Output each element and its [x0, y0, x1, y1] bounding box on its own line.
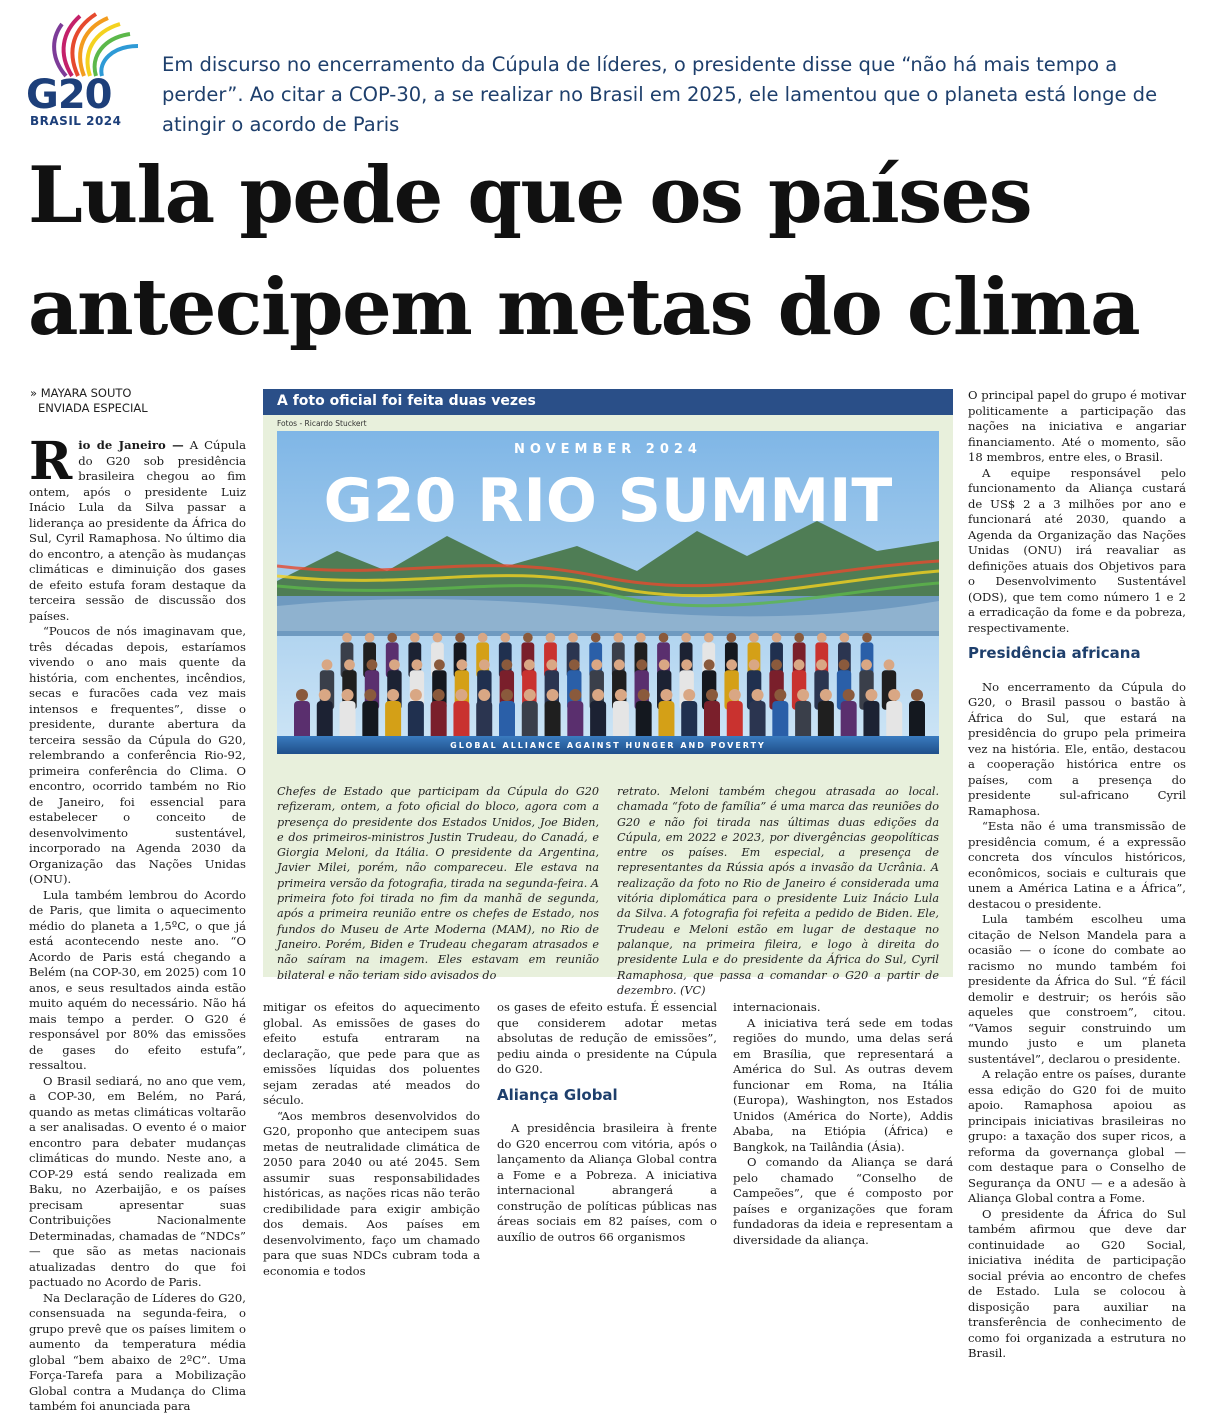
person-head — [681, 633, 691, 643]
person-head — [410, 689, 422, 701]
person-head — [478, 689, 490, 701]
person-head — [843, 689, 855, 701]
person-head — [752, 689, 764, 701]
person-head — [433, 633, 443, 643]
paragraph: Na Declaração de Líderes do G20, consensuada na segunda-feira, o grupo prevê que os países limitem o aumento da temperatura média global “bem abaixo de 2ºC”. Uma Força-Tarefa para a Mobilização Global contra a Mudança do Clima também foi anunciada para — [29, 1290, 246, 1413]
paragraph: A iniciativa terá sede em todas regiões do mundo, uma delas será em Brasília, que representará a América do Sul. As outras devem funcionar em Roma, na Itália (Europa), Washington, nos Estados Unidos (América do Norte), Addis Ababa, na Etiópia (África) e Bangkok, na Tailândia (Ásia). — [733, 1015, 953, 1154]
g20-brasil-logo — [26, 10, 142, 126]
person-head — [319, 689, 331, 701]
person-head — [683, 689, 695, 701]
person-head — [659, 659, 670, 670]
person-head — [727, 633, 737, 643]
person-head — [546, 659, 557, 670]
person-head — [568, 633, 578, 643]
person-head — [911, 689, 923, 701]
paragraph: Lula também escolheu uma citação de Nelson Mandela para a ocasião — o ícone do combate ao racismo no mundo também foi presidente da África do Sul. “É fácil demolir e destruir; os heróis são aqueles que constroem”, citou. “Vamos seguir construindo um mundo justo e um planeta sustentável”, declarou o presidente. — [968, 912, 1186, 1066]
person-head — [410, 633, 420, 643]
person-head — [387, 633, 397, 643]
person-head — [884, 659, 895, 670]
person-head — [865, 689, 877, 701]
person-head — [455, 689, 467, 701]
person-head — [794, 633, 804, 643]
logo-brasil-text: BRASIL 2024 — [30, 114, 122, 128]
person-head — [817, 633, 827, 643]
person-head — [479, 659, 490, 670]
person-head — [729, 689, 741, 701]
column-5 — [968, 388, 1186, 1362]
g20-family-photo — [277, 431, 939, 754]
paragraph: A presidência brasileira à frente do G20 encerrou com vitória, após o lançamento da Aliança Global contra a Fome e a Pobreza. A iniciativa internacional abrangerá a construção de políticas públicas nas áreas sociais em 82 países, com o auxílio de outros 66 organismos — [497, 1121, 717, 1244]
person-head — [591, 633, 601, 643]
person-head — [614, 633, 624, 643]
person-head — [501, 659, 512, 670]
person-head — [344, 659, 355, 670]
person-head — [862, 633, 872, 643]
person-head — [840, 633, 850, 643]
photo-box — [263, 389, 953, 997]
paragraph: “Aos membros desenvolvidos do G20, proponho que antecipem suas metas de neutralidade climática de 2050 para 2040 ou até 2045. Sem assumir suas responsabilidades históricas, as nações ricas não terão credibilidade para exigir ambição dos demais. Aos países em desenvolvimento, faço um chamado para que suas NDCs cubram toda a economia e todos — [263, 1108, 480, 1278]
paragraph: Lula também lembrou do Acordo de Paris, que limita o aquecimento médio do planeta a 1,5ºC, o que já está acontecendo neste ano. “O Acordo de Paris está chegando a Belém (na COP-30, em 2025) com 10 anos, e seus resultados ainda estão muito aquém do necessário. Não há mais tempo a perder. O G20 é responsável por 80% das emissões de gases do efeito estufa”, ressaltou. — [29, 887, 246, 1072]
column-4 — [733, 1000, 953, 1248]
person-head — [591, 659, 602, 670]
person-head — [524, 689, 536, 701]
paragraph: O principal papel do grupo é motivar politicamente a participação das nações na iniciativa e angariar financiamento. Até o momento, são 18 membros, entre eles, o Brasil. — [968, 388, 1186, 464]
person-head — [322, 659, 333, 670]
person-head — [636, 659, 647, 670]
paragraph: internacionais. — [733, 1000, 821, 1014]
person-head — [726, 659, 737, 670]
person-head — [387, 689, 399, 701]
person-head — [660, 689, 672, 701]
person-head — [659, 633, 669, 643]
paragraph: A relação entre os países, durante essa edição do G20 foi de muito apoio. Ramaphosa apoiou as principais iniciativas brasileiras no grupo: a taxação dos super ricos, a reforma da governança global — com destaque para o Conselho de Segurança da ONU — e a adesão à Aliança Global contra a Fome. — [968, 1067, 1186, 1205]
person-head — [456, 659, 467, 670]
subhead-alianca-global: Aliança Global — [497, 1085, 618, 1104]
photo-caption-right: retrato. Meloni também chegou atrasada ao local. chamada “foto de família” é uma marca das reuniões do G20 e não foi tirada nas últimas duas edições da Cúpula, em 2022 e 2023, por divergências geopolíticas entre os países. Em especial, a presença de representantes da Rússia após a invasão da Ucrânia. A realização da foto no Rio de Janeiro é considerada uma vitória diplomática para o presidente Luiz Inácio Lula da Silva. A fotografia foi refeita a pedido de Biden. Ele, Trudeau e Meloni estão em lugar de destaque no palanque, na primeira fileira, e logo à direita do presidente Lula e do presidente da África do Sul, Cyril Ramaphosa, que passa a comandar o G20 a partir de dezembro. (VC) — [617, 785, 939, 997]
person-head — [772, 633, 782, 643]
person-head — [681, 659, 692, 670]
paragraph: mitigar os efeitos do aquecimento global. As emissões de gases do efeito estufa entraram na declaração, que pede para que as emissões líquidas dos poluentes sejam zeradas até meados do século. — [263, 1000, 480, 1107]
lead-text: A Cúpula do G20 sob presidência brasileira chegou ao fim ontem, após o presidente Luiz Inácio Lula da Silva passar a liderança ao presidente da África do Sul, Cyril Ramaphosa. No último dia do encontro, a atenção às mudanças climáticas e diminuição dos gases de efeito estufa foram destaque da terceira sessão de discussão dos países. — [29, 438, 247, 623]
photo-credit: Fotos - Ricardo Stuckert — [277, 419, 367, 428]
person-head — [706, 689, 718, 701]
person-head — [547, 689, 559, 701]
person-head — [771, 659, 782, 670]
person-head — [342, 689, 354, 701]
person-head — [749, 633, 759, 643]
byline-role: ENVIADA ESPECIAL — [38, 401, 148, 415]
photo-banner-main: G20 RIO SUMMIT — [323, 466, 893, 536]
byline — [30, 386, 148, 416]
person-head — [455, 633, 465, 643]
person-head — [478, 633, 488, 643]
paragraph: O Brasil sediará, no ano que vem, a COP-30, em Belém, no Pará, quando as metas climáticas voltarão a ser analisadas. O evento é o maior encontro para debater mudanças climáticas do mundo. Neste ano, a COP-29 está sendo realizada em Baku, no Azerbaijão, e os países precisam apresentar suas Contribuições Nacionalmente Determinadas, chamadas de “NDCs” — que são as metas nacionais atualizadas dentro do que foi pactuado no Acordo de Paris. — [29, 1073, 246, 1289]
logo-ribbons-icon — [26, 10, 142, 80]
person-head — [816, 659, 827, 670]
article-deck: Em discurso no encerramento da Cúpula de líderes, o presidente disse que “não há mais tempo a perder”. Ao citar a COP-30, a se realizar no Brasil em 2025, ele lamentou que o planeta está longe de atingir o acordo de Paris — [162, 53, 1158, 136]
person-head — [614, 659, 625, 670]
person-head — [365, 633, 375, 643]
person-head — [839, 659, 850, 670]
person-head — [546, 633, 556, 643]
person-head — [774, 689, 786, 701]
person-head — [820, 689, 832, 701]
photo-banner-top: NOVEMBER 2024 — [514, 442, 702, 457]
person-head — [523, 633, 533, 643]
person-head — [749, 659, 760, 670]
logo-g20-text: G20 — [26, 72, 112, 118]
person-head — [638, 689, 650, 701]
person-head — [569, 659, 580, 670]
person-head — [342, 633, 352, 643]
person-head — [569, 689, 581, 701]
subhead-presidencia-africana: Presidência africana — [968, 644, 1141, 662]
person-head — [389, 659, 400, 670]
person-head — [434, 659, 445, 670]
person-head — [433, 689, 445, 701]
person-head — [524, 659, 535, 670]
person-head — [367, 659, 378, 670]
photo-box-title-bar — [263, 389, 953, 415]
person-head — [704, 659, 715, 670]
person-head — [592, 689, 604, 701]
photo-illustration — [277, 431, 939, 754]
paragraph: “Poucos de nós imaginavam que, três décadas depois, estaríamos vivendo o ano mais quente da história, com enchentes, incêndios, secas e furacões cada vez mais intensos e frequentes”, disse o presidente, durante abertura da terceira sessão da Cúpula do G20, relembrando a conferência Rio-92, primeira conferência do Clima. O encontro, ocorrido também no Rio de Janeiro, foi essencial para estabelecer o conceito de desenvolvimento sustentável, incorporado na Agenda 2030 da Organização das Nações Unidas (ONU). — [29, 624, 246, 886]
paragraph: No encerramento da Cúpula do G20, o Brasil passou o bastão à África do Sul, que estará na presidência do grupo pela primeira vez na história. Ele, então, destacou a cooperação histórica entre os países, com a presença do presidente sul-africano Cyril Ramaphosa. — [968, 679, 1186, 818]
photo-banner-bottom: GLOBAL ALLIANCE AGAINST HUNGER AND POVERTY — [450, 741, 766, 750]
photo-caption-left: Chefes de Estado que participam da Cúpula do G20 refizeram, ontem, a foto oficial do bloco, agora com a presença do presidente dos Estados Unidos, Joe Biden, e dos primeiros-ministros Justin Trudeau, do Canadá, e Giorgia Meloni, da Itália. O presidente da Argentina, Javier Milei, porém, não compareceu. Ele estava na primeira versão da fotografia, tirada na segunda-feira. A primeira foto foi tirada no fim da manhã de segunda, após a primeira reunião entre os chefes de Estado, nos fundos do Museu de Arte Moderna (MAM), no Rio de Janeiro. Porém, Biden e Trudeau chegaram atrasados e não saíram na imagem. Eles estavam em reunião bilateral e não teriam sido avisados do — [277, 785, 599, 982]
person-head — [794, 659, 805, 670]
column-2 — [263, 1000, 480, 1279]
person-head — [797, 689, 809, 701]
paragraph: O comando da Aliança se dará pelo chamado “Conselho de Campeões”, que é composto por países e organizações que foram fundadoras da ideia e representam a diversidade da aliança. — [733, 1155, 953, 1247]
byline-author: » MAYARA SOUTO — [30, 386, 132, 400]
dateline: Rio de Janeiro — — [29, 431, 184, 492]
paragraph: A equipe responsável pelo funcionamento da Aliança custará de US$ 2 a 3 milhões por ano e funcionará até 2030, quando a Agenda da Organização das Nações Unidas (ONU) irá reavaliar as definições atuais dos Objetivos para o Desenvolvimento Sustentável (ODS), que tem como número 1 e 2 a erradicação da fome e da pobreza, respectivamente. — [968, 465, 1186, 635]
person-head — [615, 689, 627, 701]
person-head — [704, 633, 714, 643]
lead-paragraph — [29, 431, 247, 624]
person-head — [364, 689, 376, 701]
paragraph: O presidente da África do Sul também afirmou que deve dar continuidade ao G20 Social, iniciativa inédita de participação social prévia ao encontro de chefes de Estado. Lula se colocou à disposição para auxiliar na transferência de conhecimento de como foi organizada a estrutura no Brasil. — [968, 1206, 1186, 1360]
person-head — [861, 659, 872, 670]
person-head — [500, 633, 510, 643]
person-head — [296, 689, 308, 701]
person-head — [501, 689, 513, 701]
photo-box-title: A foto oficial foi feita duas vezes — [277, 393, 536, 409]
paragraph: os gases de efeito estufa. É essencial que considerem adotar metas absolutas de redução de emissões”, pediu ainda o presidente na Cúpula do G20. — [497, 1000, 717, 1076]
article-headline: Lula pede que os países antecipem metas do clima — [28, 150, 1140, 353]
person-head — [412, 659, 423, 670]
person-head — [636, 633, 646, 643]
paragraph: “Esta não é uma transmissão de presidência comum, é a expressão concreta dos vínculos históricos, econômicos, sociais e culturais que unem a América Latina e a África”, destacou o presidente. — [968, 819, 1186, 911]
person-head — [888, 689, 900, 701]
column-3 — [497, 1000, 717, 1245]
column-1 — [29, 431, 247, 1415]
